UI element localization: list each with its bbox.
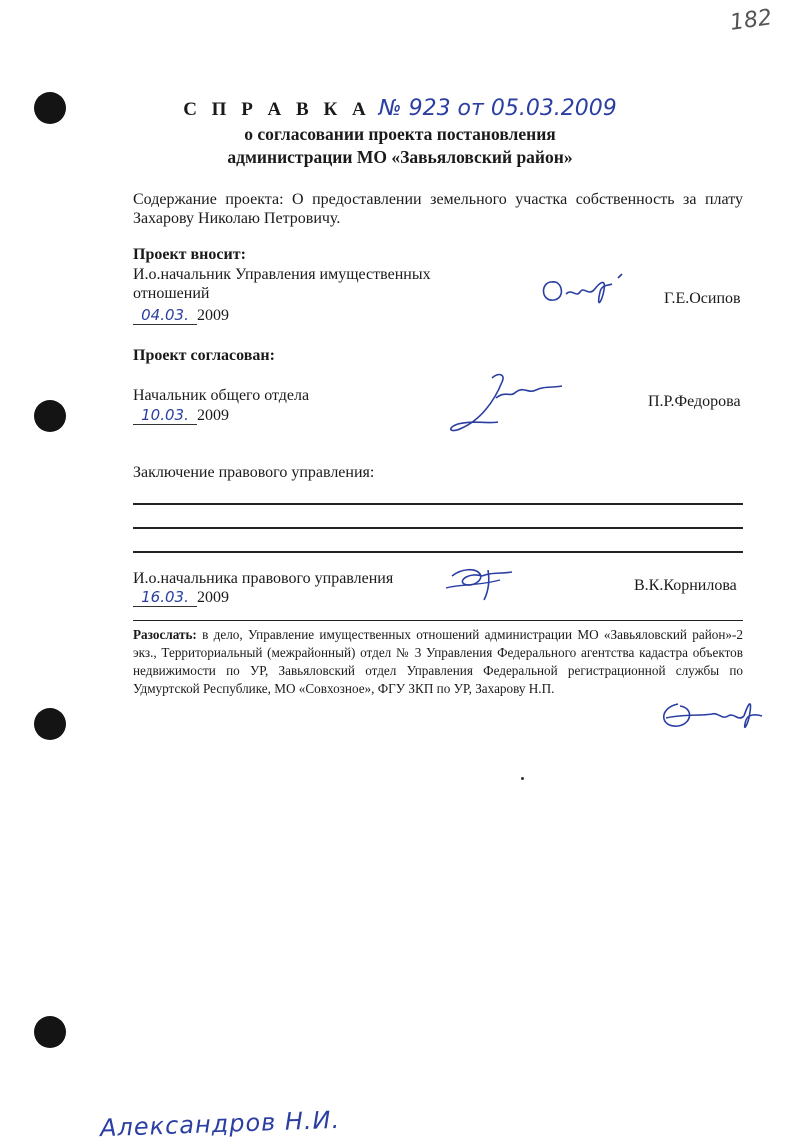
distribution-block <box>133 626 743 698</box>
punch-hole <box>34 400 66 432</box>
footer-handwritten-name: Александров Н.И. <box>99 1105 341 1143</box>
distribution-text: в дело, Управление имущественных отношений администрации МО «Завьяловский район»-2 экз., Территориальный (межрайонный) отдел № 3 Управления Федерального агентства кадастра объектов недвижимости по УР, Завьяловский отдел Управления Федеральной регистрационной службы по Удмуртской Республике, МО «Совхозное», ФГУ ЗКП по УР, Захарову Н.П. <box>133 627 743 696</box>
subtitle-line-1: о согласовании проекта постановления <box>244 124 556 144</box>
title-row <box>0 96 800 121</box>
signature-bottom-right <box>652 694 772 740</box>
signature-kornilova <box>442 566 522 602</box>
signature-fedorova <box>440 368 570 440</box>
distribution-label: Разослать: <box>133 627 197 642</box>
legal-heading: Заключение правового управления: <box>133 464 375 481</box>
legal-conclusion-line-2 <box>133 527 743 529</box>
approval-position: Начальник общего отдела <box>133 387 310 404</box>
distribution-divider <box>133 620 743 621</box>
content-line-2: Захарову Николаю Петровичу. <box>133 210 341 227</box>
submitter-date-handwritten: 04.03. <box>133 306 197 325</box>
content-line-1: Содержание проекта: О предоставлении земельного участка собственность за плату <box>133 191 743 208</box>
submitter-heading: Проект вносит: <box>133 246 246 263</box>
registration-number: № 923 от 05.03.2009 <box>378 96 617 121</box>
legal-date-handwritten: 16.03. <box>133 588 197 607</box>
page-number: 182 <box>728 5 774 36</box>
legal-conclusion-line-1 <box>133 503 743 505</box>
approval-name: П.Р.Федорова <box>648 393 741 410</box>
legal-date <box>133 588 229 607</box>
document-title: С П Р А В К А <box>183 99 371 120</box>
approval-date-handwritten: 10.03. <box>133 406 197 425</box>
subtitle-line-2: администрации МО «Завьяловский район» <box>227 147 573 167</box>
submitter-name: Г.Е.Осипов <box>664 290 741 307</box>
submitter-date <box>133 306 229 325</box>
submitter-position-2: отношений <box>133 285 210 302</box>
signature-osipov <box>536 272 636 312</box>
legal-position: И.о.начальника правового управления <box>133 570 394 587</box>
approval-heading: Проект согласован: <box>133 347 275 364</box>
punch-hole <box>34 1016 66 1048</box>
legal-conclusion-line-3 <box>133 551 743 553</box>
legal-name: В.К.Корнилова <box>634 577 737 594</box>
legal-year: 2009 <box>197 589 229 606</box>
stray-dot <box>521 777 524 780</box>
submitter-position-1: И.о.начальник Управления имущественных <box>133 266 431 283</box>
approval-year: 2009 <box>197 407 229 424</box>
approval-date <box>133 406 229 425</box>
punch-hole <box>34 708 66 740</box>
submitter-year: 2009 <box>197 307 229 324</box>
